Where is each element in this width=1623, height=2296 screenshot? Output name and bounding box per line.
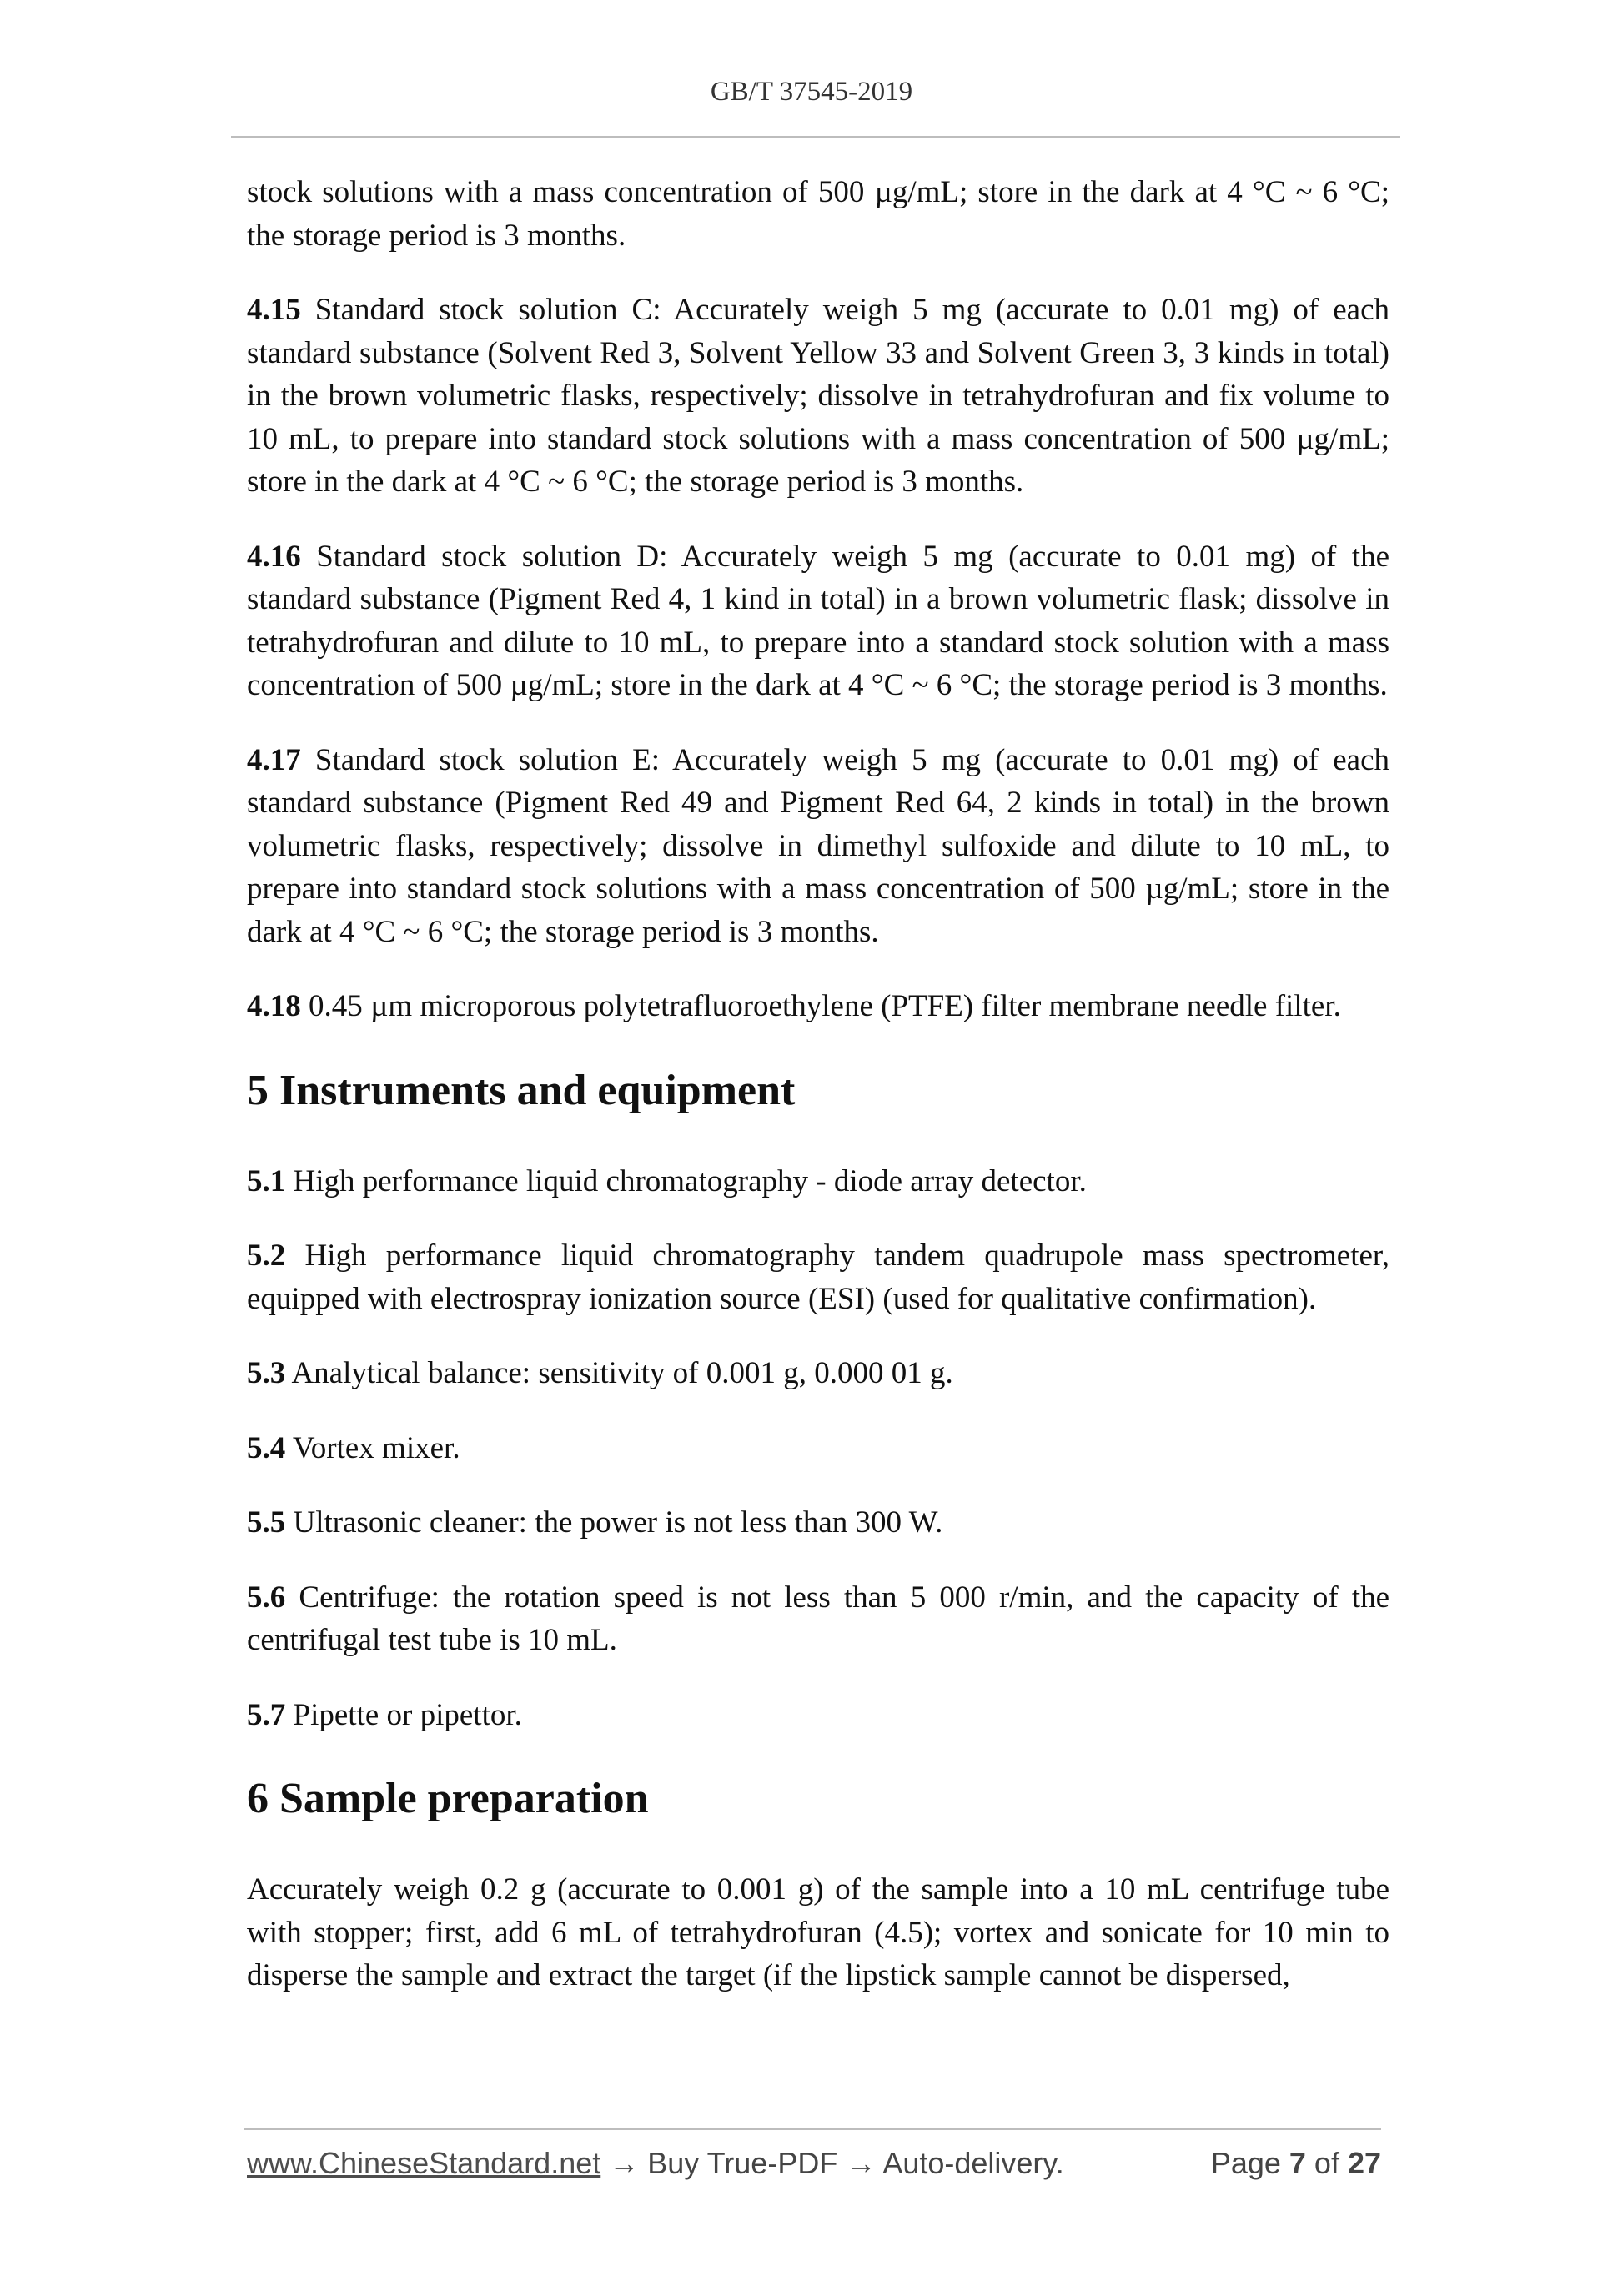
footer-divider	[244, 2128, 1381, 2130]
clause-number: 4.17	[247, 742, 301, 777]
clause-number: 4.18	[247, 989, 301, 1023]
clause-5-4	[247, 1427, 1389, 1470]
clause-text: Analytical balance: sensitivity of 0.001 g, 0.000 01 g.	[285, 1356, 953, 1390]
page-header: GB/T 37545-2019	[710, 77, 913, 107]
section-heading-sample-preparation: 6 Sample preparation	[247, 1775, 649, 1822]
clause-5-3	[247, 1352, 1389, 1395]
clause-number: 5.1	[247, 1163, 286, 1198]
section-heading-instruments: 5 Instruments and equipment	[247, 1066, 796, 1114]
clause-5-6	[247, 1576, 1389, 1662]
footer-tagline: → Buy True-PDF → Auto-delivery.	[600, 2146, 1064, 2180]
clause-4-16	[247, 535, 1389, 707]
clause-text: Standard stock solution E: Accurately weigh 5 mg (accurate to 0.01 mg) of each standard substance (Pigment Red 49 and Pigment Red 64, 2 kinds in total) in the brown volumetric flasks, respectively; dissolve in dimethyl sulfoxide and dilute to 10 mL, to prepare into standard stock solutions with a mass concentration of 500 µg/mL; store in the dark at 4 °C ~ 6 °C; the storage period is 3 months.	[247, 742, 1389, 949]
website-link[interactable]: www.ChineseStandard.net	[247, 2146, 601, 2180]
page-of-label: of	[1305, 2146, 1348, 2180]
clause-text: Centrifuge: the rotation speed is not less than 5 000 r/min, and the capacity of the centrifugal test tube is 10 mL.	[247, 1580, 1389, 1657]
clause-text: 0.45 µm microporous polytetrafluoroethylene (PTFE) filter membrane needle filter.	[300, 989, 1341, 1023]
paragraph-text: stock solutions with a mass concentration of 500 µg/mL; store in the dark at 4 °C ~ 6 °C; the storage period is 3 months.	[247, 175, 1389, 253]
clause-number: 4.15	[247, 293, 301, 327]
clause-4-17	[247, 739, 1389, 954]
footer-promo	[247, 2146, 1064, 2181]
current-page-number: 7	[1289, 2146, 1306, 2180]
clause-5-2	[247, 1234, 1389, 1320]
clause-number: 5.5	[247, 1505, 286, 1540]
clause-text: Standard stock solution C: Accurately weigh 5 mg (accurate to 0.01 mg) of each standard substance (Solvent Red 3, Solvent Yellow 33 and Solvent Green 3, 3 kinds in total) in the brown volumetric flasks, respectively; dissolve in tetrahydrofuran and fix volume to 10 mL, to prepare into standard stock solutions with a mass concentration of 500 µg/mL; store in the dark at 4 °C ~ 6 °C; the storage period is 3 months.	[247, 293, 1389, 499]
clause-5-7	[247, 1694, 1389, 1737]
page-indicator	[1211, 2146, 1381, 2181]
clause-4-15	[247, 289, 1389, 504]
total-pages-number: 27	[1347, 2146, 1381, 2180]
paragraph-continuation	[247, 171, 1389, 257]
clause-text: Ultrasonic cleaner: the power is not less than 300 W.	[285, 1505, 943, 1540]
clause-4-18	[247, 985, 1389, 1028]
document-body	[247, 171, 1389, 2029]
clause-number: 5.2	[247, 1238, 286, 1273]
clause-text: Pipette or pipettor.	[285, 1697, 522, 1732]
clause-text: Vortex mixer.	[285, 1430, 460, 1465]
clause-number: 4.16	[247, 539, 301, 574]
clause-5-1	[247, 1160, 1389, 1203]
clause-text: High performance liquid chromatography tandem quadrupole mass spectrometer, equipped with electrospray ionization source (ESI) (used for qualitative confirmation).	[247, 1238, 1389, 1316]
clause-5-5	[247, 1501, 1389, 1545]
page-label: Page	[1210, 2146, 1289, 2180]
clause-number: 5.7	[247, 1697, 286, 1732]
clause-text: High performance liquid chromatography - diode array detector.	[285, 1163, 1087, 1198]
clause-number: 5.4	[247, 1430, 286, 1465]
clause-number: 5.3	[247, 1356, 286, 1390]
clause-text: Standard stock solution D: Accurately weigh 5 mg (accurate to 0.01 mg) of the standard substance (Pigment Red 4, 1 kind in total) in a brown volumetric flask; dissolve in tetrahydrofuran and dilute to 10 mL, to prepare into a standard stock solution with a mass concentration of 500 µg/mL; store in the dark at 4 °C ~ 6 °C; the storage period is 3 months.	[247, 539, 1389, 702]
header-divider	[231, 136, 1400, 138]
paragraph-sample-preparation: Accurately weigh 0.2 g (accurate to 0.001 g) of the sample into a 10 mL centrifuge tube with stopper; first, add 6 mL of tetrahydrofuran (4.5); vortex and sonicate for 10 min to disperse the sample and extract the target (if the lipstick sample cannot be dispersed,	[247, 1872, 1389, 1992]
page-footer	[247, 2146, 1381, 2184]
clause-number: 5.6	[247, 1580, 286, 1615]
